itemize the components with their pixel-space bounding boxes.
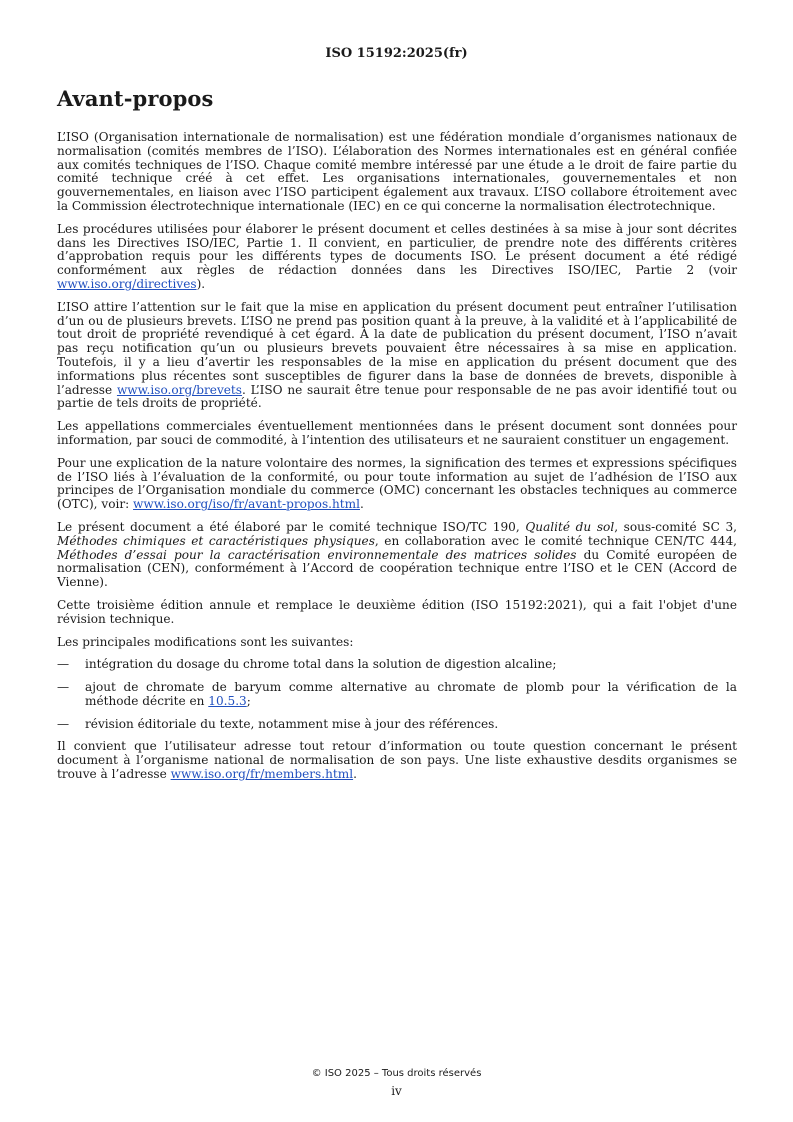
dash-bullet: — [57,680,70,695]
dash-bullet: — [57,716,70,731]
paragraph-feedback-text: Il convient que l’utilisateur adresse tout retour d’information ou toute question concernant le présent document à l’organisme national de normalisation de son pays. Une liste exhaustive desdits organismes se trouve à l’adresse [57,739,737,782]
paragraph-voluntary-nature [57,457,737,512]
change-text-end: ; [246,693,251,708]
paragraph-committee [57,521,737,590]
paragraph-voluntary-text: Pour une explication de la nature volontaire des normes, la signification des termes et expressions spécifiques de l’ISO liés à l’évaluation de la conformité, ou pour toute information au sujet de l’adhésion de l’ISO aux principes de l’Organisation mondiale du commerce (OMC) concernant les obstacles techniques au commerce (OTC), voir: [57,455,737,512]
members-link[interactable]: www.iso.org/fr/members.html [170,767,354,782]
paragraph-changes-intro: Les principales modifications sont les suivantes: [57,634,354,649]
paragraph-feedback-end: . [353,767,357,782]
committee-name-soil-quality: Qualité du sol [525,519,615,534]
page-title: Avant-propos [57,86,214,111]
paragraph-patents-end: . L’ISO ne saurait être tenue pour responsable de ne pas avoir identifié tout ou partie de tels droits de propriété. [57,382,737,411]
clause-10-5-3-link[interactable]: 10.5.3 [208,693,247,708]
paragraph-voluntary-end: . [360,497,364,512]
change-text: intégration du dosage du chrome total dans la solution de digestion alcaline; [85,657,557,672]
paragraph-patents [57,301,737,411]
committee-text-c: , en collaboration avec le comité technique CEN/TC 444, [374,533,738,548]
patents-link[interactable]: www.iso.org/brevets [116,382,243,397]
list-item [57,658,737,672]
paragraph-trade-names: Les appellations commerciales éventuellement mentionnées dans le présent document sont données pour information, par souci de commodité, à l’intention des utilisateurs et ne sauraient constituer un engagement. [57,419,737,447]
change-text: ajout de chromate de baryum comme alternative au chromate de plomb pour la vérification de la méthode décrite en [85,680,737,708]
paragraph-edition: Cette troisième édition annule et remplace le deuxième édition (ISO 15192:2021), qui a fait l'objet d'une révision technique. [57,597,737,626]
paragraph-procedures-end: ). [196,276,206,291]
changes-list [57,658,737,731]
list-item [57,718,737,732]
document-header: ISO 15192:2025(fr) [325,46,468,61]
committee-text-a: Le présent document a été élaboré par le comité technique ISO/TC 190, [57,519,526,534]
paragraph-procedures [57,223,737,292]
committee-text-b: , sous-comité SC 3, [614,519,737,534]
paragraph-iso-intro: L’ISO (Organisation internationale de normalisation) est une fédération mondiale d’organismes nationaux de normalisation (comités membres de l’ISO). L’élaboration des Normes internationales est en général confiée aux comités techniques de l’ISO. Chaque comité membre intéressé par une étude a le droit de faire partie du comité technique créé à cet effet. Les organisations internationales, gouvernementales et non gouvernementales, en liaison avec l’ISO participent également aux travaux. L’ISO collabore étroitement avec la Commission électrotechnique internationale (IEC) en ce qui concerne la normalisation électrotechnique. [57,130,737,213]
subcommittee-name: Méthodes chimiques et caractéristiques physiques [57,533,375,548]
copyright-footer: © ISO 2025 – Tous droits réservés [311,1068,482,1079]
paragraph-procedures-text: Les procédures utilisées pour élaborer le présent document et celles destinées à sa mise à jour sont décrites dans les Directives ISO/IEC, Partie 1. Il convient, en particulier, de prendre note des différents critères d’approbation requis pour les différents types de documents ISO. Le présent document a été rédigé conformément aux règles de rédaction données dans les Directives ISO/IEC, Partie 2 (voir [57,221,737,278]
foreword-info-link[interactable]: www.iso.org/iso/fr/avant-propos.html [133,497,360,512]
dash-bullet: — [57,657,70,672]
change-text: révision éditoriale du texte, notamment mise à jour des références. [85,716,499,731]
cen-committee-name: Méthodes d’essai pour la caractérisation environnementale des matrices solides [57,547,577,562]
committee-text-d: du Comité européen de normalisation (CEN), conformément à l’Accord de coopération technique entre l’ISO et le CEN (Accord de Vienne). [57,547,738,590]
foreword-body [57,131,737,791]
list-item [57,681,737,709]
paragraph-patents-text: L’ISO attire l’attention sur le fait que la mise en application du présent document peut entraîner l’utilisation d’un ou de plusieurs brevets. L’ISO ne prend pas position quant à la preuve, à la validité et à l’applicabilité de tout droit de propriété revendiqué à cet égard. À la date de publication du présent document, l’ISO n’avait pas reçu notification qu’un ou plusieurs brevets pouvaient être nécessaires à sa mise en application. Toutefois, il y a lieu d’avertir les responsables de la mise en application du présent document que des informations plus récentes sont susceptibles de figurer dans la base de données de brevets, disponible à l’adresse [57,299,737,397]
page-number: iv [391,1084,402,1098]
directives-link[interactable]: www.iso.org/directives [57,276,197,291]
paragraph-feedback [57,740,737,781]
